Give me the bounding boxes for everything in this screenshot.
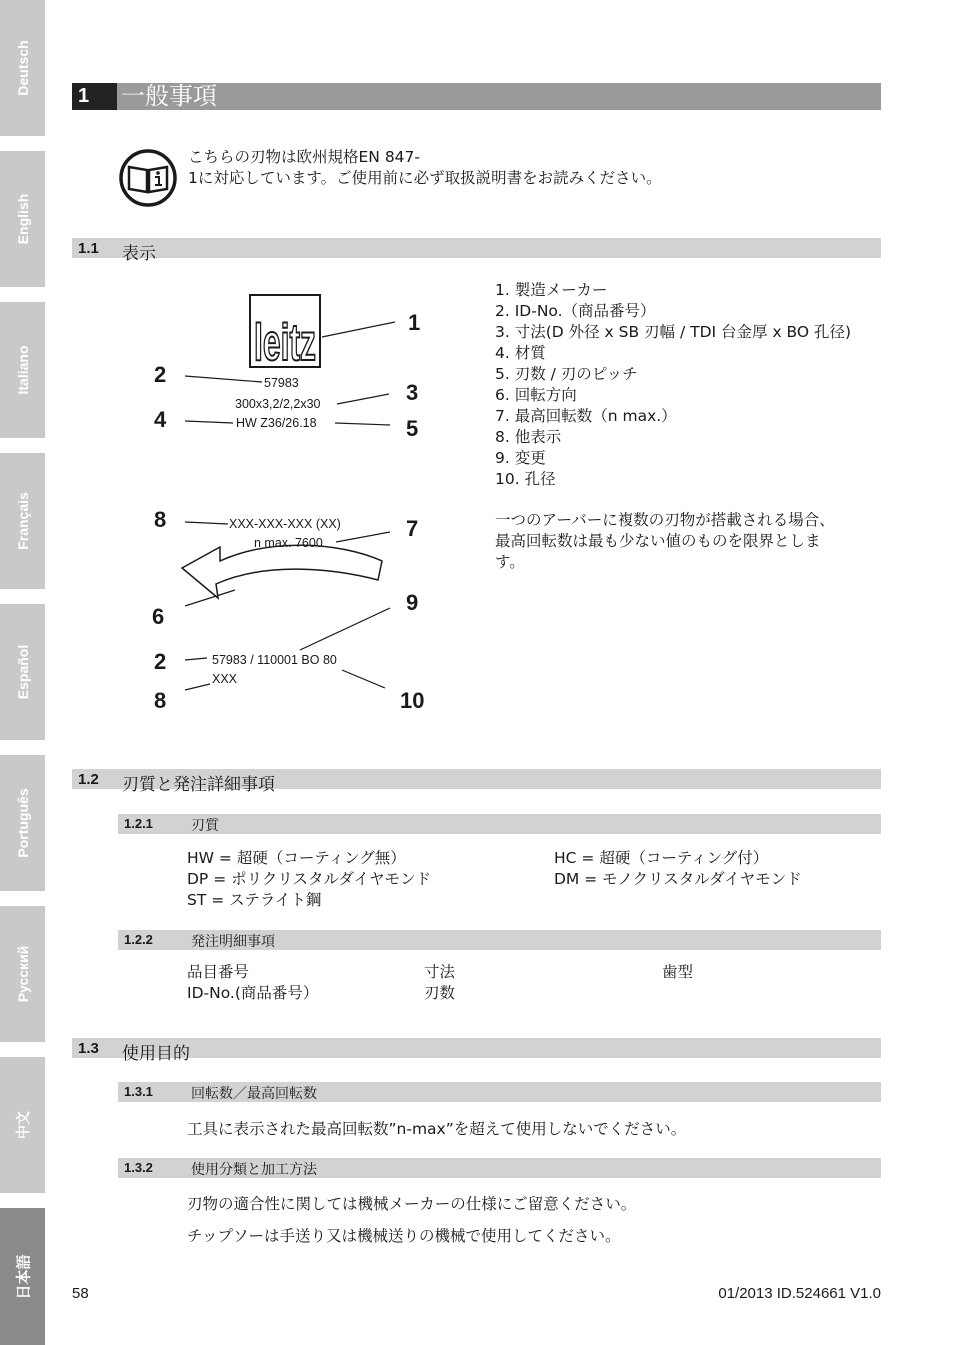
leitz-logo (250, 295, 320, 372)
sub-subsection-number: 1.3.2 (124, 1160, 153, 1175)
usage-text-2: チップソーは手送り又は機械送りの機械で使用してください。 (187, 1227, 621, 1245)
sub-subsection-title: 使用分類と加工方法 (191, 1162, 317, 1178)
subsection-number: 1.2 (78, 771, 99, 788)
callout-1: 1 (408, 310, 421, 335)
intro-line-2: 1に対応しています。ご使用前に必ず取扱説明書をお読みください。 (188, 169, 662, 187)
callout-6: 6 (152, 604, 165, 629)
sidebar-tab-deutsch[interactable] (0, 0, 45, 136)
callout-10: 10 (400, 688, 425, 713)
subsection-heading-bar (72, 238, 881, 258)
subsection-title: 表示 (122, 244, 156, 264)
list-item: 7. 最高回転数（n max.） (495, 407, 677, 425)
diagram-text-id: 57983 / 110001 BO 80 (212, 653, 337, 667)
subsection-number: 1.1 (78, 240, 99, 257)
usage-text-1: 刃物の適合性に関しては機械メーカーの仕様にご留意ください。 (187, 1195, 637, 1213)
subsection-heading-bar (72, 1038, 881, 1058)
list-item: 2. ID-No.（商品番号） (495, 302, 656, 320)
list-item: 6. 回転方向 (495, 386, 577, 404)
tab-label: English (14, 193, 31, 245)
page-number: 58 (72, 1285, 89, 1302)
sidebar-tab-chinese[interactable] (0, 1057, 45, 1193)
subsection-number: 1.3 (78, 1040, 99, 1057)
marking-list (495, 280, 851, 490)
subsection-title: 使用目的 (122, 1044, 190, 1064)
list-item: 4. 材質 (495, 344, 546, 362)
callout-2: 2 (154, 362, 167, 387)
diagram-text-other: XXX-XXX-XXX (XX) (229, 517, 341, 531)
diagram-text-number: 57983 (264, 376, 299, 390)
material-dm: DM = モノクリスタルダイヤモンド (554, 870, 802, 888)
intro-line-1: こちらの刃物は欧州規格EN 847- (188, 148, 420, 166)
sub-subsection-title: 発注明細事項 (191, 934, 275, 950)
order-item-number: 品目番号 (187, 963, 250, 981)
callout-8: 8 (154, 507, 167, 532)
sub-subsection-heading-bar (118, 814, 881, 834)
tab-label: Italiano (14, 345, 31, 395)
list-item: 9. 変更 (495, 449, 546, 467)
material-st: ST = ステライト鋼 (187, 891, 322, 909)
sidebar-tab-francais[interactable] (0, 453, 45, 589)
note-line-2: 最高回転数は最も少ない値のものを限界としま (495, 532, 821, 550)
document-id: 01/2013 ID.524661 V1.0 (718, 1285, 881, 1302)
order-teeth: 刃数 (424, 984, 456, 1002)
section-title: 一般事項 (121, 82, 217, 110)
list-item: 8. 他表示 (495, 428, 562, 446)
diagram-text-dimensions: 300x3,2/2,2x30 (235, 397, 321, 411)
callout-2b: 2 (154, 649, 167, 674)
tab-label: Deutsch (14, 40, 31, 96)
material-hc: HC = 超硬（コーティング付） (554, 849, 769, 867)
read-manual-icon (117, 148, 179, 208)
sub-subsection-number: 1.2.1 (124, 816, 153, 831)
list-item: 1. 製造メーカー (495, 281, 608, 299)
list-item: 3. 寸法(D 外径 x SB 刃幅 / TDI 台金厚 x BO 孔径) (495, 323, 852, 341)
tab-label: 日本語 (15, 1253, 32, 1300)
tab-label: 中文 (14, 1111, 31, 1139)
order-id-no: ID-No.(商品番号） (187, 984, 319, 1002)
order-dimensions: 寸法 (424, 963, 456, 981)
list-item: 5. 刃数 / 刃のピッチ (495, 365, 638, 383)
material-hw: HW = 超硬（コーティング無） (187, 849, 406, 867)
note-line-3: す。 (495, 553, 525, 571)
callout-3: 3 (406, 380, 419, 405)
subsection-title: 刃質と発注詳細事項 (122, 775, 275, 795)
callout-9: 9 (406, 590, 419, 615)
sidebar-tab-italiano[interactable] (0, 302, 45, 438)
sidebar-tab-portugues[interactable] (0, 755, 45, 891)
callout-5: 5 (406, 416, 419, 441)
sub-subsection-title: 刃質 (191, 818, 219, 834)
list-item: 10. 孔径 (495, 470, 556, 488)
diagram-text-material: HW Z36/26.18 (236, 416, 317, 430)
sub-subsection-number: 1.2.2 (124, 932, 153, 947)
speed-text: 工具に表示された最高回転数”n-max”を超えて使用しないでください。 (187, 1120, 687, 1138)
tab-label: Português (14, 788, 31, 858)
callout-7: 7 (406, 516, 419, 541)
sub-subsection-title: 回転数／最高回転数 (191, 1086, 317, 1102)
callout-4: 4 (154, 407, 167, 432)
section-number: 1 (72, 83, 117, 110)
diagram-text-nmax: n max. 7600 (254, 536, 323, 550)
tab-label: Français (14, 492, 31, 550)
tab-label: Español (14, 644, 31, 700)
material-dp: DP = ポリクリスタルダイヤモンド (187, 870, 432, 888)
sidebar-tab-english[interactable] (0, 151, 45, 287)
sidebar-tab-russian[interactable] (0, 906, 45, 1042)
sidebar-tab-espanol[interactable] (0, 604, 45, 740)
note-line-1: 一つのアーバーに複数の刃物が搭載される場合、 (495, 511, 835, 529)
diagram-text-xxx: XXX (212, 672, 238, 686)
leitz-logo-text: leitz (254, 314, 316, 372)
sub-subsection-number: 1.3.1 (124, 1084, 153, 1099)
order-tooth-shape: 歯型 (662, 963, 694, 981)
sidebar-tab-japanese[interactable] (0, 1208, 45, 1345)
tab-label: Русский (14, 945, 31, 1003)
callout-8b: 8 (154, 688, 167, 713)
